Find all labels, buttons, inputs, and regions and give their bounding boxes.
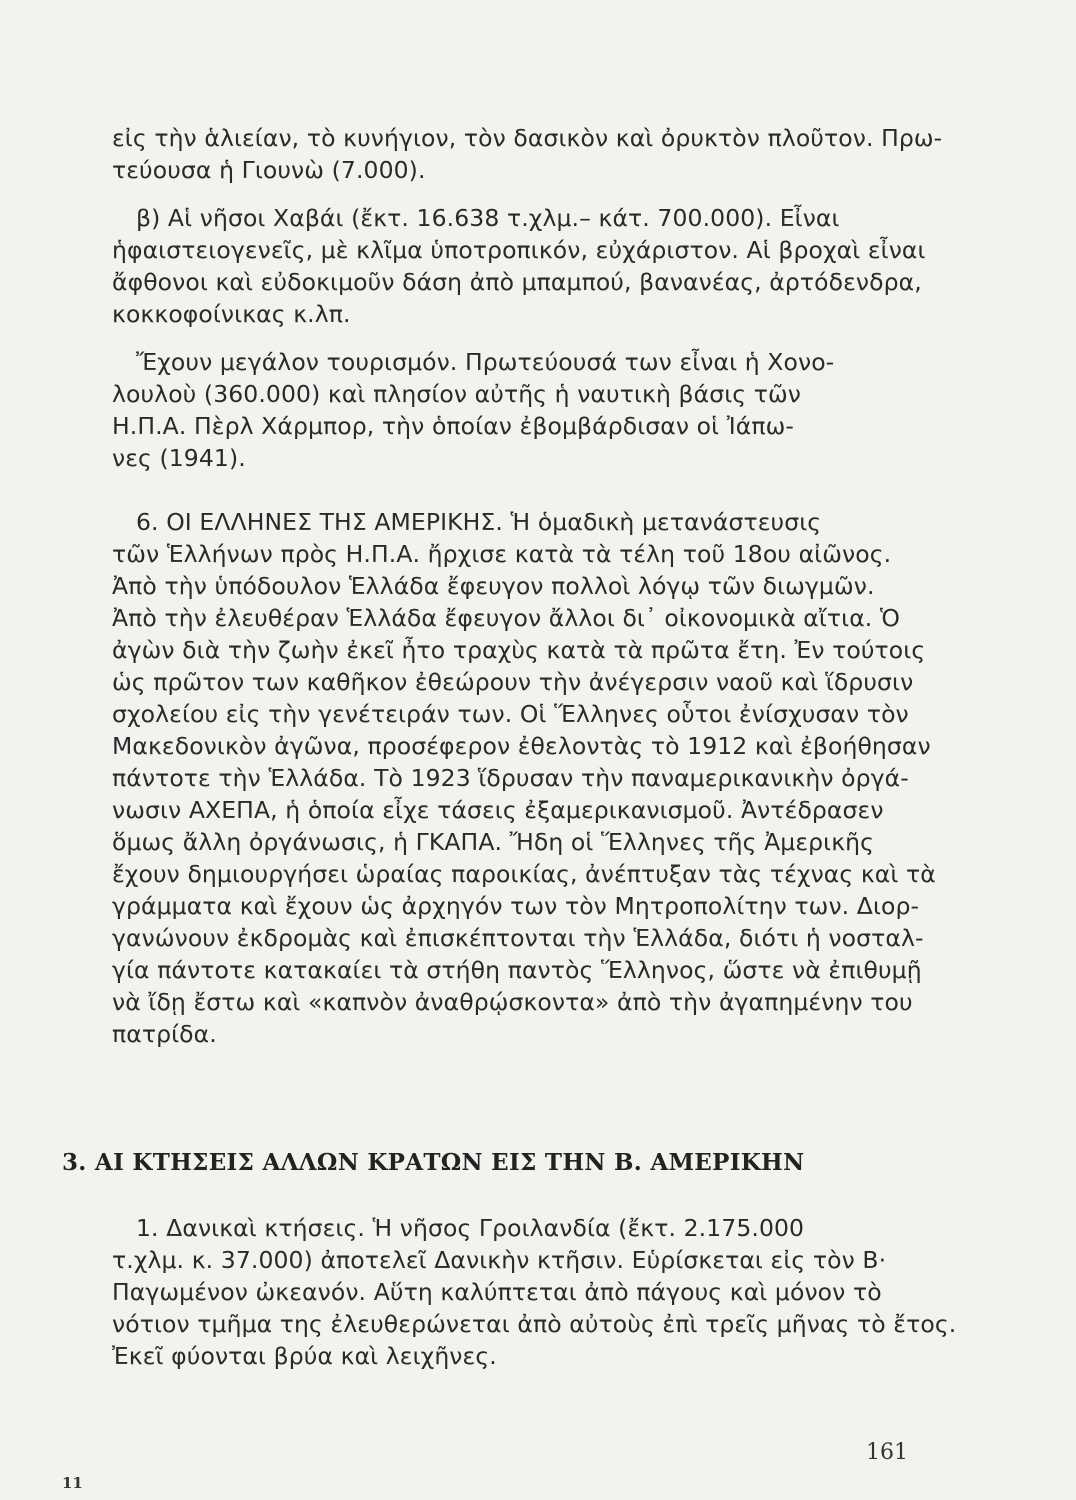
text-line: γράμματα καὶ ἔχουν ὡς ἀρχηγόν των τὸν Μητροπολίτην των. Διορ- (112, 892, 920, 920)
text-line: Μακεδονικὸν ἀγῶνα, προσέφερον ἐθελοντὰς τὸ 1912 καὶ ἐβοήθησαν (112, 732, 931, 760)
text-line: Ἐκεῖ φύονται βρύα καὶ λειχῆνες. (112, 1342, 497, 1370)
text-line: ἄφθονοι καὶ εὐδοκιμοῦν δάση ἀπὸ μπαμπού, βανανέας, ἀρτόδενδρα, (112, 268, 922, 296)
text-line: λουλοὺ (360.000) καὶ πλησίον αὐτῆς ἡ ναυτικὴ βάσις τῶν (112, 380, 801, 408)
text-line: 1. Δανικαὶ κτήσεις. Ἡ νῆσος Γροιλανδία (ἔκτ. 2.175.000 (136, 1214, 805, 1242)
text-line: νωσιν ΑΧΕΠΑ, ἡ ὁποία εἶχε τάσεις ἐξαμερικανισμοῦ. Ἀντέδρασεν (112, 796, 884, 824)
signature-mark: 11 (62, 1474, 83, 1492)
text-line: εἰς τὴν ἁλιείαν, τὸ κυνήγιον, τὸν δασικὸν καὶ ὀρυκτὸν πλοῦτον. Πρω- (112, 124, 943, 152)
text-line: 6. ΟΙ ΕΛΛΗΝΕΣ ΤΗΣ ΑΜΕΡΙΚΗΣ. Ἡ ὁμαδικὴ μετανάστευσις (136, 508, 822, 536)
text-line: τῶν Ἑλλήνων πρὸς Η.Π.Α. ἤρχισε κατὰ τὰ τέλη τοῦ 18ου αἰῶνος. (112, 540, 892, 568)
text-line: νὰ ἴδῃ ἔστω καὶ «καπνὸν ἀναθρῴσκοντα» ἀπὸ τὴν ἀγαπημένην του (112, 988, 913, 1016)
page-number: 161 (866, 1440, 908, 1465)
text-line: ὅμως ἄλλη ὀργάνωσις, ἡ ΓΚΑΠΑ. Ἤδη οἱ Ἕλληνες τῆς Ἀμερικῆς (112, 828, 875, 856)
text-line: πατρίδα. (112, 1020, 217, 1048)
text-line: ἡφαιστειογενεῖς, μὲ κλῖμα ὑποτροπικόν, εὐχάριστον. Αἱ βροχαὶ εἶναι (112, 236, 926, 264)
text-line: γία πάντοτε κατακαίει τὰ στήθη παντὸς Ἕλληνος, ὥστε νὰ ἐπιθυμῇ (112, 956, 922, 984)
text-line: β) Αἱ νῆσοι Χαβάι (ἔκτ. 16.638 τ.χλμ.– κάτ. 700.000). Εἶναι (136, 204, 840, 232)
text-line: Ἀπὸ τὴν ἐλευθέραν Ἑλλάδα ἔφευγον ἄλλοι δι᾽ οἰκονομικὰ αἴτια. Ὁ (112, 604, 900, 632)
text-line: σχολείου εἰς τὴν γενέτειράν των. Οἱ Ἕλληνες οὗτοι ἐνίσχυσαν τὸν (112, 700, 909, 728)
text-line: τεύουσα ἡ Γιουνὼ (7.000). (112, 156, 426, 184)
text-line: ἔχουν δημιουργήσει ὡραίας παροικίας, ἀνέπτυξαν τὰς τέχνας καὶ τὰ (112, 860, 936, 888)
text-line: πάντοτε τὴν Ἑλλάδα. Τὸ 1923 ἵδρυσαν τὴν παναμερικανικὴν ὀργά- (112, 764, 909, 792)
text-line: ἀγὼν διὰ τὴν ζωὴν ἐκεῖ ἦτο τραχὺς κατὰ τὰ πρῶτα ἔτη. Ἐν τούτοις (112, 636, 926, 664)
text-line: ὡς πρῶτον των καθῆκον ἐθεώρουν τὴν ἀνέγερσιν ναοῦ καὶ ἵδρυσιν (112, 668, 914, 696)
text-line: τ.χλμ. κ. 37.000) ἀποτελεῖ Δανικὴν κτῆσιν. Εὑρίσκεται εἰς τὸν Β· (112, 1246, 887, 1274)
text-line: Παγωμένον ὠκεανόν. Αὕτη καλύπτεται ἀπὸ πάγους καὶ μόνον τὸ (112, 1278, 882, 1306)
text-line: νότιον τμῆμα της ἐλευθερώνεται ἀπὸ αὐτοὺς ἐπὶ τρεῖς μῆνας τὸ ἔτος. (112, 1310, 957, 1338)
text-line: Ἀπὸ τὴν ὑπόδουλον Ἑλλάδα ἔφευγον πολλοὶ λόγῳ τῶν διωγμῶν. (112, 572, 875, 600)
text-line: γανώνουν ἐκδρομὰς καὶ ἐπισκέπτονται τὴν Ἑλλάδα, διότι ἡ νοσταλ- (112, 924, 924, 952)
text-line: νες (1941). (112, 444, 246, 472)
text-line: Η.Π.Α. Πὲρλ Χάρμπορ, τὴν ὁποίαν ἐβομβάρδισαν οἱ Ἰάπω- (112, 412, 794, 440)
text-line: Ἔχουν μεγάλον τουρισμόν. Πρωτεύουσά των εἶναι ἡ Χονο- (136, 348, 835, 376)
text-line: κοκκοφοίνικας κ.λπ. (112, 300, 351, 328)
section-heading: 3. ΑΙ ΚΤΗΣΕΙΣ ΑΛΛΩΝ ΚΡΑΤΩΝ ΕΙΣ ΤΗΝ Β. ΑΜΕΡΙΚΗΝ (62, 1149, 805, 1176)
